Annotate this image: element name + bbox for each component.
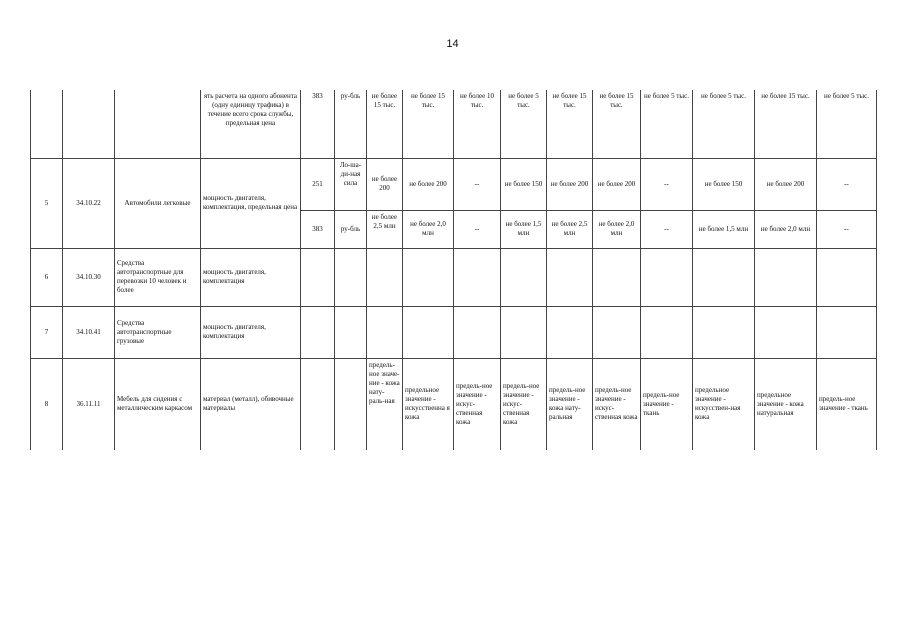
requirements-table xyxy=(30,90,877,450)
value-cell: не более 2,5 млн xyxy=(367,210,403,248)
value-cell xyxy=(501,248,547,306)
okei-code-cell xyxy=(301,358,335,450)
value-cell: не более 10 тыс. xyxy=(454,90,501,158)
value-cell: не более 5 тыс. xyxy=(501,90,547,158)
row-number-cell: 5 xyxy=(31,158,63,248)
value-cell: не более 1,5 млн xyxy=(501,210,547,248)
value-cell: не более 2,0 млн xyxy=(593,210,641,248)
value-cell xyxy=(817,248,877,306)
value-cell: -- xyxy=(817,210,877,248)
value-cell: не более 5 тыс. xyxy=(641,90,693,158)
value-cell: предель-ное значе-ние - кожа нату-раль-ная xyxy=(367,358,403,450)
unit-cell: ру-бль xyxy=(335,90,367,158)
code-cell: 34.10.22 xyxy=(63,158,115,248)
value-cell xyxy=(547,306,593,358)
value-cell: не более 150 xyxy=(501,158,547,210)
value-cell: предель-ное значение - кожа нату-ральная xyxy=(547,358,593,450)
value-cell: не более 1,5 млн xyxy=(693,210,755,248)
value-cell xyxy=(367,306,403,358)
value-cell: не более 5 тыс. xyxy=(817,90,877,158)
name-cell xyxy=(115,90,201,158)
code-cell: 34.10.41 xyxy=(63,306,115,358)
characteristic-cell: ять расчета на одного абонента (одну единицу трафика) в течение всего срока службы, предельная цена xyxy=(201,90,301,158)
value-cell: предель-ное значение - искус-ственная кожа xyxy=(454,358,501,450)
table-row xyxy=(31,158,877,210)
value-cell: -- xyxy=(641,210,693,248)
value-cell xyxy=(501,306,547,358)
okei-code-cell: 383 xyxy=(301,210,335,248)
value-cell: не более 200 xyxy=(755,158,817,210)
value-cell: не более 5 тыс. xyxy=(693,90,755,158)
value-cell: -- xyxy=(641,158,693,210)
value-cell: не более 200 xyxy=(367,158,403,210)
unit-cell xyxy=(335,248,367,306)
characteristic-cell: мощность двигателя, комплектация xyxy=(201,306,301,358)
row-number-cell: 8 xyxy=(31,358,63,450)
value-cell: -- xyxy=(454,158,501,210)
value-cell: -- xyxy=(454,210,501,248)
okei-code-cell: 383 xyxy=(301,90,335,158)
value-cell: не более 15 тыс. xyxy=(367,90,403,158)
value-cell xyxy=(547,248,593,306)
row-number-cell xyxy=(31,90,63,158)
value-cell xyxy=(403,248,454,306)
value-cell xyxy=(367,248,403,306)
okei-code-cell xyxy=(301,248,335,306)
table-row xyxy=(31,306,877,358)
value-cell xyxy=(693,306,755,358)
characteristic-cell: мощность двигателя, комплектация xyxy=(201,248,301,306)
row-number-cell: 7 xyxy=(31,306,63,358)
unit-cell xyxy=(335,306,367,358)
value-cell xyxy=(593,248,641,306)
value-cell xyxy=(755,248,817,306)
table-row xyxy=(31,90,877,158)
value-cell: предельное значение - искусствен-ная кожа xyxy=(693,358,755,450)
code-cell: 34.10.30 xyxy=(63,248,115,306)
value-cell xyxy=(454,248,501,306)
value-cell: предель-ное значение - искус-ственная кожа xyxy=(593,358,641,450)
value-cell: не более 2,0 млн xyxy=(403,210,454,248)
value-cell: не более 15 тыс. xyxy=(403,90,454,158)
okei-code-cell: 251 xyxy=(301,158,335,210)
value-cell: предельное значение - искусственна я кожа xyxy=(403,358,454,450)
value-cell xyxy=(403,306,454,358)
value-cell: предель-ное значение - ткань xyxy=(641,358,693,450)
name-cell: Средства автотранспортные для перевозки 10 человек и более xyxy=(115,248,201,306)
value-cell: не более 150 xyxy=(693,158,755,210)
value-cell xyxy=(693,248,755,306)
value-cell: предель-ное значение - искус-ственная кожа xyxy=(501,358,547,450)
value-cell: не более 2,0 млн xyxy=(755,210,817,248)
table-row xyxy=(31,248,877,306)
okei-code-cell xyxy=(301,306,335,358)
value-cell: -- xyxy=(817,158,877,210)
value-cell: не более 200 xyxy=(547,158,593,210)
value-cell: не более 15 тыс. xyxy=(547,90,593,158)
value-cell xyxy=(641,248,693,306)
value-cell: предель-ное значение - ткань xyxy=(817,358,877,450)
value-cell xyxy=(755,306,817,358)
name-cell: Автомобили легковые xyxy=(115,158,201,248)
name-cell: Средства автотранспортные грузовые xyxy=(115,306,201,358)
page-number: 14 xyxy=(446,38,459,50)
characteristic-cell: мощность двигателя, комплектация, предельная цена xyxy=(201,158,301,248)
value-cell xyxy=(817,306,877,358)
table-row xyxy=(31,358,877,450)
unit-cell: ру-бль xyxy=(335,210,367,248)
row-number-cell: 6 xyxy=(31,248,63,306)
unit-cell xyxy=(335,358,367,450)
value-cell: не более 2,5 млн xyxy=(547,210,593,248)
characteristic-cell: материал (металл), обивочные материалы xyxy=(201,358,301,450)
name-cell: Мебель для сидения с металлическим каркасом xyxy=(115,358,201,450)
value-cell: не более 15 тыс. xyxy=(593,90,641,158)
value-cell: не более 200 xyxy=(593,158,641,210)
code-cell: 36.11.11 xyxy=(63,358,115,450)
value-cell xyxy=(641,306,693,358)
value-cell: не более 15 тыс. xyxy=(755,90,817,158)
unit-cell: Ло-ша-ди-ная сила xyxy=(335,158,367,210)
code-cell xyxy=(63,90,115,158)
value-cell: не более 200 xyxy=(403,158,454,210)
value-cell: предельное значение - кожа натуральная xyxy=(755,358,817,450)
value-cell xyxy=(454,306,501,358)
value-cell xyxy=(593,306,641,358)
